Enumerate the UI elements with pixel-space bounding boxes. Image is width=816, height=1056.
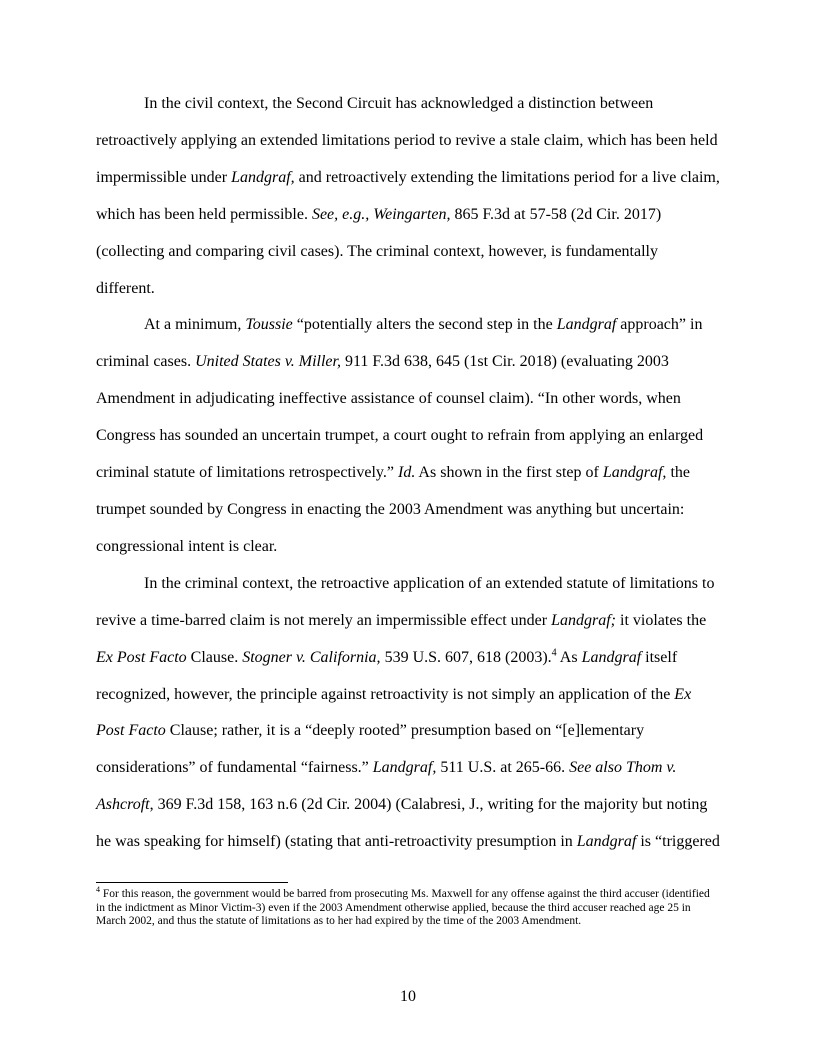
case-citation: Landgraf, xyxy=(372,759,437,777)
case-citation: Landgraf, xyxy=(231,168,295,186)
case-citation: Toussie xyxy=(245,316,293,334)
footnote-separator xyxy=(96,882,288,883)
page-number: 10 xyxy=(400,988,416,1005)
paragraph-3 xyxy=(96,566,720,861)
case-citation: United States v. Miller, xyxy=(195,353,341,371)
text-run: , 369 F.3d 158, 163 n.6 (2d Cir. 2004) (Calabresi, J., writing for the majority but noting he was speaking for himself) (stating that anti-retroactivity presumption in xyxy=(96,796,708,851)
case-citation: Stogner v. California, xyxy=(242,648,381,666)
text-run: In the criminal context, the retroactive application of an extended statute of limitations to revive a time-barred claim is not merely an impermissible effect under xyxy=(96,574,715,629)
footnote-number: 4 xyxy=(96,885,100,895)
text-run: approach” in criminal cases. xyxy=(96,316,703,371)
text-run: itself recognized, however, the principle against retroactivity is not simply an application of the xyxy=(96,648,678,703)
text-run: is “triggered xyxy=(636,833,720,851)
case-citation: Landgraf xyxy=(576,833,637,851)
text-run: 911 F.3d 638, 645 (1st Cir. 2018) (evaluating 2003 Amendment in adjudicating ineffective assistance of counsel claim). “In other words, when Congress has sounded an uncertain trumpet, a court ought to refrain from applying an enlarged criminal statute of limitations retrospectively.” xyxy=(96,353,704,482)
footnote-reference[interactable]: 4 xyxy=(551,647,557,659)
case-citation: See also Thom v. Ashcroft xyxy=(96,759,677,814)
case-citation: Landgraf; xyxy=(551,611,616,629)
case-citation: Landgraf xyxy=(556,316,617,334)
case-citation: Id. xyxy=(397,464,416,482)
text-run: As xyxy=(556,648,582,666)
text-run: 511 U.S. at 265-66. xyxy=(436,759,570,777)
text-run: Clause. xyxy=(186,648,243,666)
footnote-text: For this reason, the government would be barred from prosecuting Ms. Maxwell for any offense against the third accuser (identified in the indictment as Minor Victim-3) even if the 2003 Amendment otherwise applied, because the third accuser reached age 25 in March 2002, and thus the statute of limitations as to her had expired by the time of the 2003 Amendment. xyxy=(96,888,710,927)
text-run: and retroactively extending the limitations period for a live claim, which has been held permissible. xyxy=(96,168,720,223)
case-citation: See, e.g., Weingarten, xyxy=(311,205,451,223)
text-run: 865 F.3d at 57-58 (2d Cir. 2017) (collecting and comparing civil cases). The criminal context, however, is fundamentally different. xyxy=(96,205,662,297)
paragraph-2 xyxy=(96,307,720,565)
text-run: At a minimum, xyxy=(144,316,246,334)
text-run: it violates the xyxy=(616,611,707,629)
text-run: “potentially alters the second step in the xyxy=(292,316,557,334)
text-run: the trumpet sounded by Congress in enacting the 2003 Amendment was anything but uncertain: congressional intent is clear. xyxy=(96,464,690,555)
text-run: 539 U.S. 607, 618 (2003). xyxy=(380,648,552,666)
case-citation: Landgraf, xyxy=(602,464,667,482)
body-text xyxy=(96,86,720,861)
footnote xyxy=(96,885,720,929)
paragraph-1 xyxy=(96,86,720,307)
legal-term: Ex Post Facto xyxy=(96,648,187,666)
text-run: As shown in the first step of xyxy=(415,464,603,482)
legal-term: Ex Post Facto xyxy=(96,685,692,740)
text-run: In the civil context, the Second Circuit has acknowledged a distinction between retroactively applying an extended limitations period to revive a stale claim, which has been held impermissible under xyxy=(96,95,718,186)
case-citation: Landgraf xyxy=(581,648,642,666)
text-run: Clause; rather, it is a “deeply rooted” presumption based on “[e]lementary considerations” of fundamental “fairness.” xyxy=(96,722,645,777)
